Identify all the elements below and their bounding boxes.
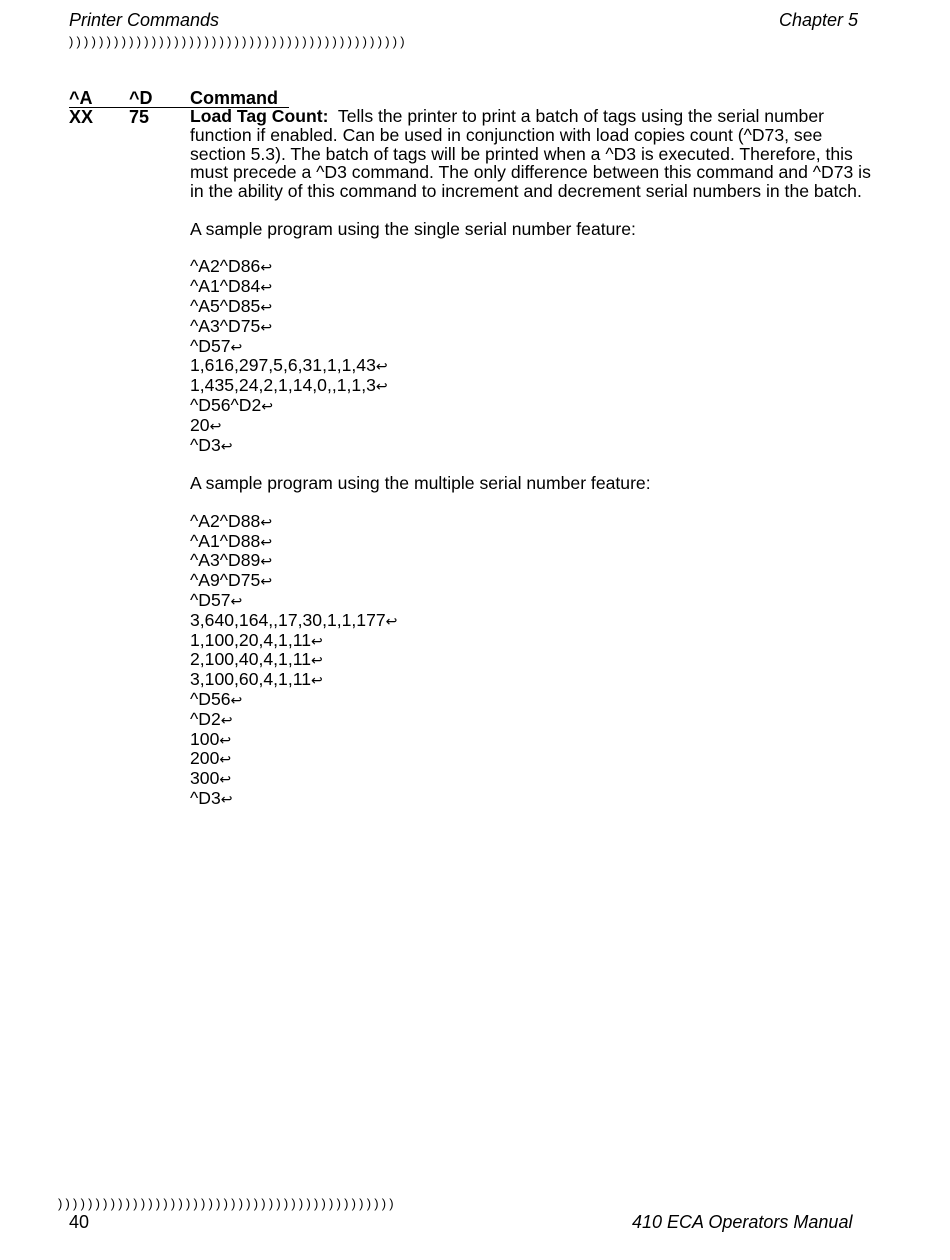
code-line <box>190 257 880 277</box>
column-headers <box>69 88 289 108</box>
running-header-left: Printer Commands <box>69 10 220 30</box>
code-text: ^D57 <box>190 589 231 610</box>
footer-decoration: ))))))))))))))))))))))))))))))))))))))))))))) <box>58 1196 397 1211</box>
return-icon: ↩ <box>260 573 273 590</box>
code-line <box>190 551 880 571</box>
code-text: ^A2^D86 <box>190 256 261 277</box>
col-header-d: ^D <box>129 88 153 108</box>
code-text: 1,616,297,5,6,31,1,1,43 <box>190 355 376 376</box>
return-icon: ↩ <box>385 612 398 629</box>
sample2-intro: A sample program using the multiple serial number feature: <box>190 473 651 494</box>
code-text: 1,100,20,4,1,11 <box>190 629 311 650</box>
code-line <box>190 571 880 591</box>
code-line <box>190 591 880 611</box>
code-text: ^A9^D75 <box>190 570 261 591</box>
return-icon: ↩ <box>220 790 233 807</box>
code-line <box>190 532 880 552</box>
return-icon: ↩ <box>310 632 323 649</box>
code-line <box>190 631 880 651</box>
command-text: Tells the printer to print a batch of tags using the serial number function if enabled. Can be used in conjunction with load copies count (^D73, see section 5.3). The batch of tags will be printed when a ^D3 is executed. Therefore, this must precede a ^D3 command. The only difference between this command and ^D73 is in the ability of this command to increment and decrement serial numbers in the batch. <box>190 106 871 202</box>
code-line <box>190 376 880 396</box>
return-icon: ↩ <box>230 338 243 355</box>
code-line <box>190 730 880 750</box>
code-text: 200 <box>190 748 220 769</box>
command-name: Load Tag Count: <box>190 106 329 126</box>
code-line <box>190 749 880 769</box>
code-line <box>190 356 880 376</box>
code-text: ^D3 <box>190 787 221 808</box>
sample1-intro: A sample program using the single serial number feature: <box>190 218 636 239</box>
return-icon: ↩ <box>261 397 274 414</box>
code-line <box>190 769 880 789</box>
code-line <box>190 611 880 631</box>
sample1-code <box>190 257 880 455</box>
code-text: ^D2 <box>190 708 221 729</box>
return-icon: ↩ <box>310 672 323 689</box>
row-a-value: XX <box>69 107 94 127</box>
code-line <box>190 337 880 357</box>
code-line <box>190 789 880 809</box>
code-text: ^A1^D84 <box>190 276 261 297</box>
code-line <box>190 650 880 670</box>
code-line <box>190 416 880 436</box>
return-icon: ↩ <box>230 592 243 609</box>
code-text: ^A5^D85 <box>190 295 261 316</box>
col-header-a: ^A <box>69 88 93 108</box>
code-line <box>190 317 880 337</box>
code-text: ^A2^D88 <box>190 510 261 531</box>
return-icon: ↩ <box>260 533 273 550</box>
command-description <box>190 107 880 809</box>
code-text: 1,435,24,2,1,14,0,,1,1,3 <box>190 375 376 396</box>
code-text: 2,100,40,4,1,11 <box>190 649 311 670</box>
row-d-value: 75 <box>129 107 150 127</box>
code-line <box>190 710 880 730</box>
code-line <box>190 396 880 416</box>
code-text: 300 <box>190 768 220 789</box>
return-icon: ↩ <box>375 378 388 395</box>
return-icon: ↩ <box>310 652 323 669</box>
sample2-code <box>190 512 880 809</box>
code-text: 100 <box>190 728 220 749</box>
header-decoration: ))))))))))))))))))))))))))))))))))))))))))))) <box>69 34 408 49</box>
return-icon: ↩ <box>375 358 388 375</box>
code-text: ^D57 <box>190 335 231 356</box>
return-icon: ↩ <box>220 437 233 454</box>
code-text: ^A3^D89 <box>190 550 261 571</box>
code-line <box>190 277 880 297</box>
running-header-right: Chapter 5 <box>779 10 859 30</box>
page-number: 40 <box>69 1212 90 1232</box>
return-icon: ↩ <box>260 298 273 315</box>
return-icon: ↩ <box>219 751 232 768</box>
code-text: 3,100,60,4,1,11 <box>190 669 311 690</box>
col-header-command: Command <box>190 88 279 108</box>
return-icon: ↩ <box>260 318 273 335</box>
code-text: 20 <box>190 414 210 435</box>
code-line <box>190 670 880 690</box>
return-icon: ↩ <box>260 279 273 296</box>
code-text: ^D56 <box>190 688 231 709</box>
return-icon: ↩ <box>260 513 273 530</box>
code-text: 3,640,164,,17,30,1,1,177 <box>190 609 386 630</box>
description-paragraph <box>190 107 880 201</box>
return-icon: ↩ <box>219 731 232 748</box>
footer-title: 410 ECA Operators Manual <box>632 1212 853 1232</box>
code-line <box>190 690 880 710</box>
code-line <box>190 512 880 532</box>
code-text: ^A1^D88 <box>190 530 261 551</box>
code-line <box>190 297 880 317</box>
return-icon: ↩ <box>260 553 273 570</box>
return-icon: ↩ <box>230 691 243 708</box>
return-icon: ↩ <box>260 259 273 276</box>
code-text: ^D3 <box>190 434 221 455</box>
code-text: ^A3^D75 <box>190 315 261 336</box>
code-line <box>190 436 880 456</box>
return-icon: ↩ <box>209 417 222 434</box>
return-icon: ↩ <box>220 711 233 728</box>
return-icon: ↩ <box>219 771 232 788</box>
code-text: ^D56^D2 <box>190 394 262 415</box>
